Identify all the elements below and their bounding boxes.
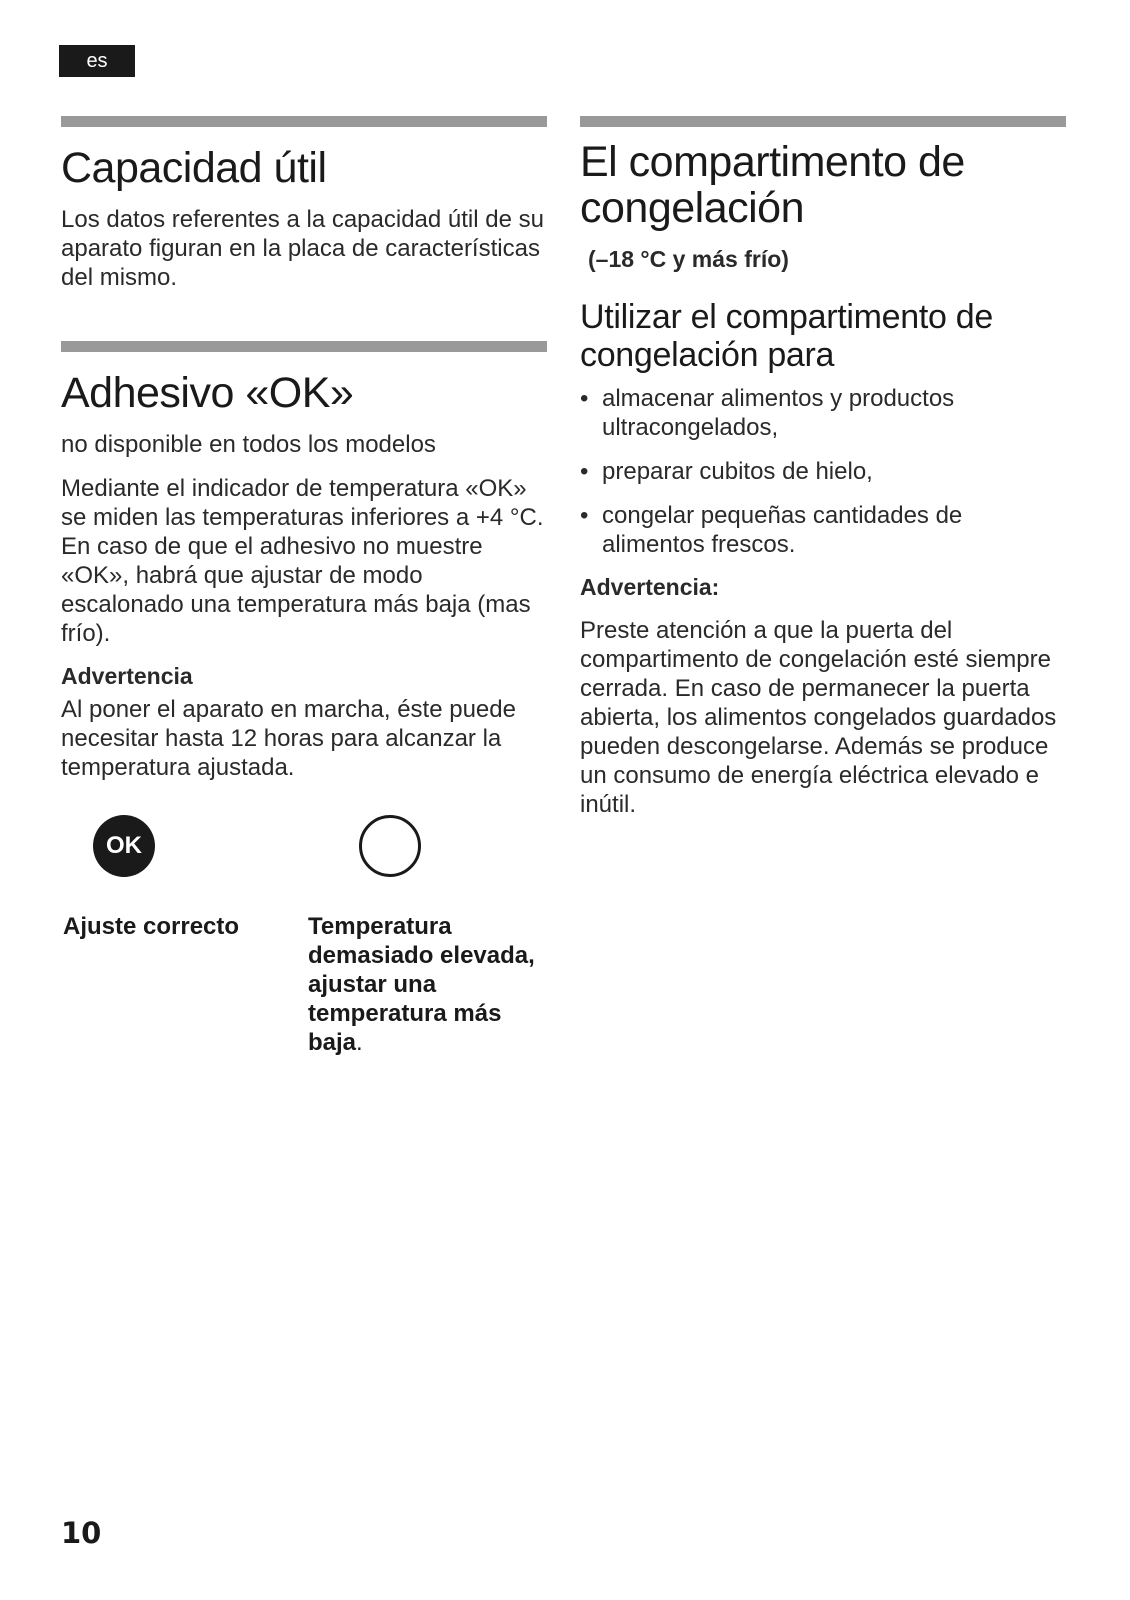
- usage-heading: Utilizar el compartimento de congelación para: [580, 298, 993, 374]
- freezer-temperature: (–18 °C y más frío): [588, 246, 789, 272]
- capacidad-body: Los datos referentes a la capacidad útil de su aparato figuran en la placa de características del mismo.: [61, 206, 544, 291]
- freezer-warning-body: Preste atención a que la puerta del compartimento de congelación esté siempre cerrada. En caso de permanecer la puerta abierta, los alimentos congelados guardados pueden descongelarse. Además se produce un consumo de energía eléctrica elevado e inútil.: [580, 617, 1057, 818]
- list-item: • almacenar alimentos y productos ultracongelados,: [580, 384, 1066, 442]
- usage-list: [580, 384, 1066, 559]
- language-tag: es: [59, 45, 135, 77]
- ok-sticker-icon: [93, 815, 155, 877]
- section-adhesivo: [61, 341, 547, 782]
- section-rule: [61, 341, 547, 352]
- section-capacidad: [61, 116, 547, 292]
- list-item: • preparar cubitos de hielo,: [580, 457, 1066, 486]
- adhesivo-warning-heading: Advertencia: [61, 663, 193, 689]
- section-rule: [580, 116, 1066, 127]
- left-column: [61, 116, 547, 782]
- section-title-freezer: El compartimento de congelación: [580, 138, 965, 232]
- ok-sticker-label: OK: [106, 832, 142, 859]
- section-title-capacidad: Capacidad útil: [61, 144, 327, 192]
- section-title-adhesivo: Adhesivo «OK»: [61, 369, 354, 417]
- blank-sticker-icon: [359, 815, 421, 877]
- caption-correct-setting: Ajuste correcto: [63, 913, 240, 940]
- right-column: [580, 116, 1066, 819]
- adhesivo-warning-body: Al poner el aparato en marcha, éste puede necesitar hasta 12 horas para alcanzar la temperatura ajustada.: [61, 696, 516, 781]
- section-rule: [61, 116, 547, 127]
- ok-indicator-illustration: [93, 815, 553, 880]
- freezer-warning-heading: Advertencia:: [580, 574, 720, 600]
- adhesivo-subtitle: no disponible en todos los modelos: [61, 431, 436, 458]
- adhesivo-body: Mediante el indicador de temperatura «OK» se miden las temperaturas inferiores a +4 °C. En caso de que el adhesivo no muestre «OK», habrá que ajustar de modo escalonado una temperatura más baja (mas frío).: [61, 475, 544, 647]
- caption-too-warm-period: .: [356, 1029, 363, 1056]
- caption-too-warm-text: Temperatura demasiado elevada, ajustar una temperatura más baja: [308, 913, 535, 1056]
- list-item: • congelar pequeñas cantidades de alimentos frescos.: [580, 501, 1066, 559]
- page-number: 10: [61, 1516, 102, 1550]
- caption-too-warm: [308, 912, 548, 1057]
